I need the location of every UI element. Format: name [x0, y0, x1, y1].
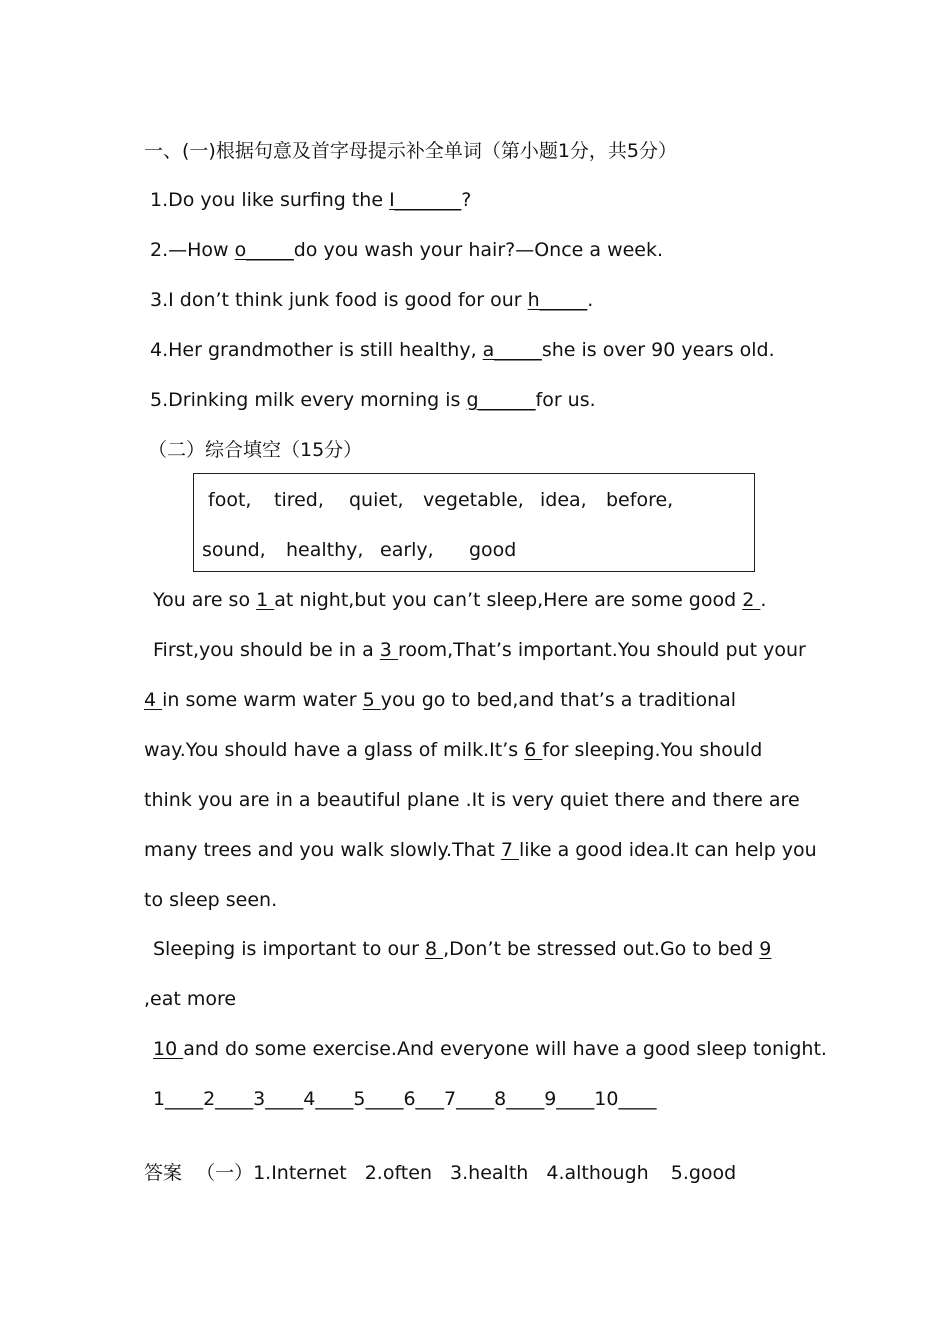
passage-line — [144, 737, 762, 763]
passage-text: way.You should have a glass of milk.It’s — [144, 739, 525, 761]
word-bank-item: before, — [606, 489, 674, 511]
word-bank-box — [193, 473, 755, 572]
question-text: 2.—How — [150, 239, 235, 261]
question-text: 3.I don’t think junk food is good for our — [150, 289, 528, 311]
passage-blank: 5 — [362, 689, 381, 711]
question-text: 1.Do you like surfing the — [150, 189, 390, 211]
question-text: 4.Her grandmother is still healthy, — [150, 339, 483, 361]
question-4 — [150, 337, 775, 363]
answer-item: 4.although — [546, 1162, 649, 1184]
passage-blank: 10 — [153, 1038, 184, 1060]
question-text: she is over 90 years old. — [541, 339, 775, 361]
passage-text: Sleeping is important to our — [153, 938, 425, 960]
answer-item: 1.Internet — [253, 1162, 347, 1184]
word-bank-item: quiet, — [349, 489, 404, 511]
passage-blank: 7 — [500, 839, 519, 861]
answer-key — [144, 1160, 736, 1186]
answer-section: （一） — [196, 1162, 254, 1184]
answer-label: 答案 — [144, 1162, 183, 1184]
passage-line — [153, 587, 766, 613]
passage-line — [144, 787, 800, 813]
part2-heading: （二）综合填空（15分） — [148, 439, 363, 461]
passage-blank: 4 — [144, 689, 163, 711]
question-2 — [150, 237, 663, 263]
question-text: . — [587, 289, 594, 311]
question-text: 5.Drinking milk every morning is — [150, 389, 467, 411]
passage-text: for sleeping.You should — [542, 739, 763, 761]
answer-item: 3.health — [450, 1162, 529, 1184]
passage-text: at night,but you can’t sleep,Here are some good — [274, 589, 743, 611]
word-bank-item: tired, — [274, 489, 324, 511]
passage-text: . — [760, 589, 767, 611]
answer-item: 5.good — [670, 1162, 737, 1184]
passage-text: like a good idea.It can help you — [519, 839, 817, 861]
question-blank: g______ — [466, 389, 536, 411]
passage-line — [144, 687, 736, 713]
passage-text: to sleep seen. — [144, 889, 278, 911]
passage-text: many trees and you walk slowly.That — [144, 839, 501, 861]
passage-line — [144, 887, 277, 913]
word-bank-item: good — [469, 539, 517, 561]
passage-blank: 2 — [742, 589, 761, 611]
question-blank: o_____ — [234, 239, 294, 261]
question-text: ? — [461, 189, 472, 211]
passage-text: and do some exercise.And everyone will have a good sleep tonight. — [183, 1038, 827, 1060]
word-bank-item: healthy, — [286, 539, 364, 561]
word-bank-item: early, — [380, 539, 434, 561]
word-bank-item: vegetable, — [423, 489, 524, 511]
question-blank: h_____ — [527, 289, 588, 311]
question-blank: I_______ — [389, 189, 462, 211]
passage-blank: 6 — [524, 739, 543, 761]
passage-line — [144, 986, 236, 1012]
word-bank-item: sound, — [202, 539, 266, 561]
passage-text: You are so — [153, 589, 257, 611]
passage-blank: 3 — [379, 639, 398, 661]
passage-text: First,you should be in a — [153, 639, 380, 661]
passage-blank: 8 — [424, 938, 444, 960]
answer-blanks-line: 1____2____3____4____5____6___7____8____9____10____ — [153, 1088, 657, 1110]
part1-heading: 一、(一)根据句意及首字母提示补全单词（第小题1分，共5分） — [144, 140, 678, 162]
question-blank: a_____ — [482, 339, 542, 361]
answer-item: 2.often — [364, 1162, 432, 1184]
passage-text: ,Don’t be stressed out.Go to bed — [443, 938, 760, 960]
passage-text: you go to bed,and that’s a traditional — [380, 689, 737, 711]
passage-text: room,That’s important.You should put your — [397, 639, 806, 661]
question-text: for us. — [535, 389, 596, 411]
passage-text: think you are in a beautiful plane .It is very quiet there and there are — [144, 789, 800, 811]
passage-line — [153, 637, 806, 663]
question-5 — [150, 387, 596, 413]
question-1 — [150, 187, 471, 213]
question-text: do you wash your hair?—Once a week. — [293, 239, 664, 261]
word-bank-item: idea, — [540, 489, 587, 511]
passage-line — [144, 837, 817, 863]
passage-line — [153, 1036, 827, 1062]
passage-text: ,eat more — [144, 988, 237, 1010]
passage-blank: 1 — [256, 589, 275, 611]
question-3 — [150, 287, 593, 313]
passage-blank: 9 — [759, 938, 772, 960]
word-bank-item: foot, — [208, 489, 252, 511]
passage-line — [153, 936, 771, 962]
passage-text: in some warm water — [162, 689, 363, 711]
